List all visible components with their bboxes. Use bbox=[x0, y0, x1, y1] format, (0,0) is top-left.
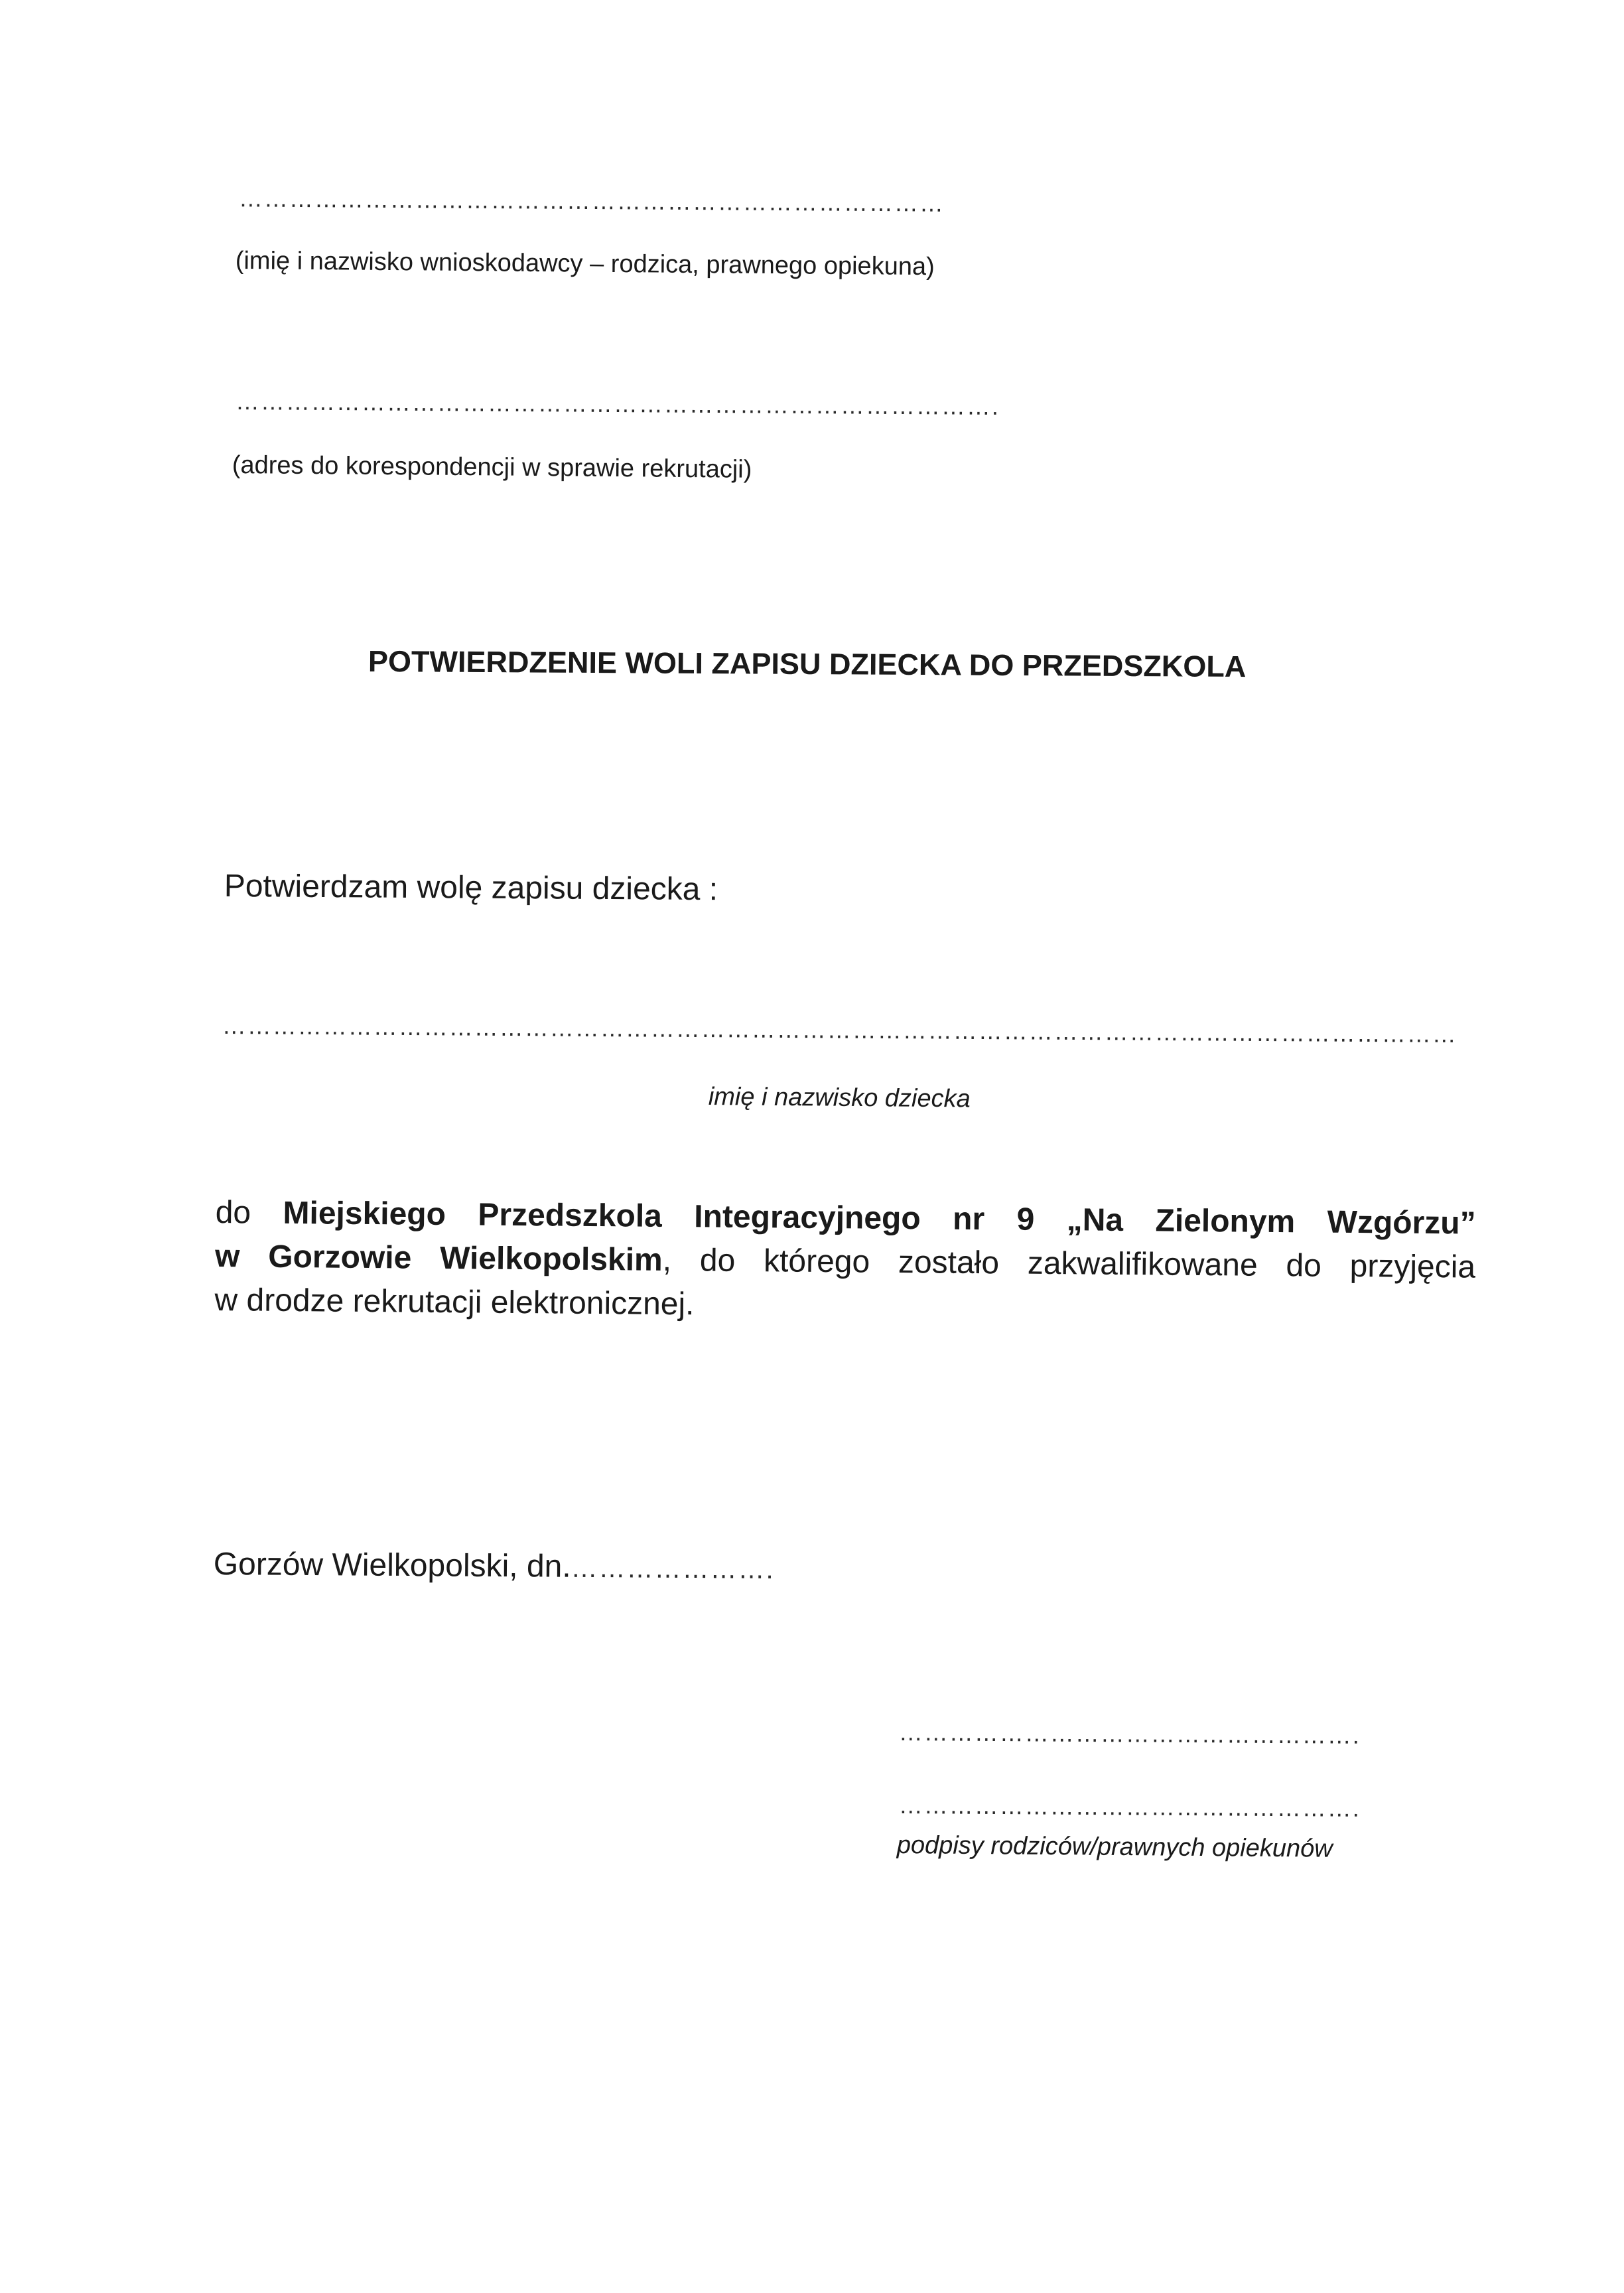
paragraph-text: , do którego zostało zakwalifikowane do przyjęcia bbox=[662, 1242, 1476, 1285]
paragraph-line-3: w drodze rekrutacji elektronicznej. bbox=[214, 1282, 695, 1322]
signature-line-1: ………………………………………………. bbox=[898, 1718, 1361, 1749]
child-name-line: ………………………………………………………………………………………………………………………………… bbox=[222, 1012, 1457, 1048]
confirm-label: Potwierdzam wolę zapisu dziecka : bbox=[224, 869, 718, 908]
date-line: …………………. bbox=[571, 1553, 775, 1584]
kindergarten-name: Miejskiego Przedszkola Integracyjnego nr 9 „Na Zielonym Wzgórzu” bbox=[283, 1195, 1476, 1241]
place-date-label: Gorzów Wielkopolski, dn. bbox=[213, 1547, 571, 1584]
applicant-name-caption: (imię i nazwisko wnioskodawcy – rodzica, prawnego opiekuna) bbox=[235, 247, 935, 281]
applicant-name-line: ………………………………………………………………………… bbox=[238, 184, 945, 217]
signature-caption: podpisy rodziców/prawnych opiekunów bbox=[896, 1831, 1333, 1863]
applicant-address-line: ………………………………………………………………………………. bbox=[235, 387, 1000, 421]
applicant-address-caption: (adres do korespondencji w sprawie rekrutacji) bbox=[232, 451, 752, 484]
document-title: POTWIERDZENIE WOLI ZAPISU DZIECKA DO PRZEDSZKOLA bbox=[368, 644, 1247, 684]
paragraph-text: do bbox=[215, 1194, 283, 1231]
signature-line-2: ………………………………………………. bbox=[898, 1791, 1361, 1822]
place-date bbox=[214, 1546, 775, 1586]
child-name-caption: imię i nazwisko dziecka bbox=[708, 1083, 971, 1113]
enrollment-paragraph bbox=[214, 1191, 1476, 1334]
city-name: w Gorzowie Wielkopolskim bbox=[214, 1238, 663, 1278]
